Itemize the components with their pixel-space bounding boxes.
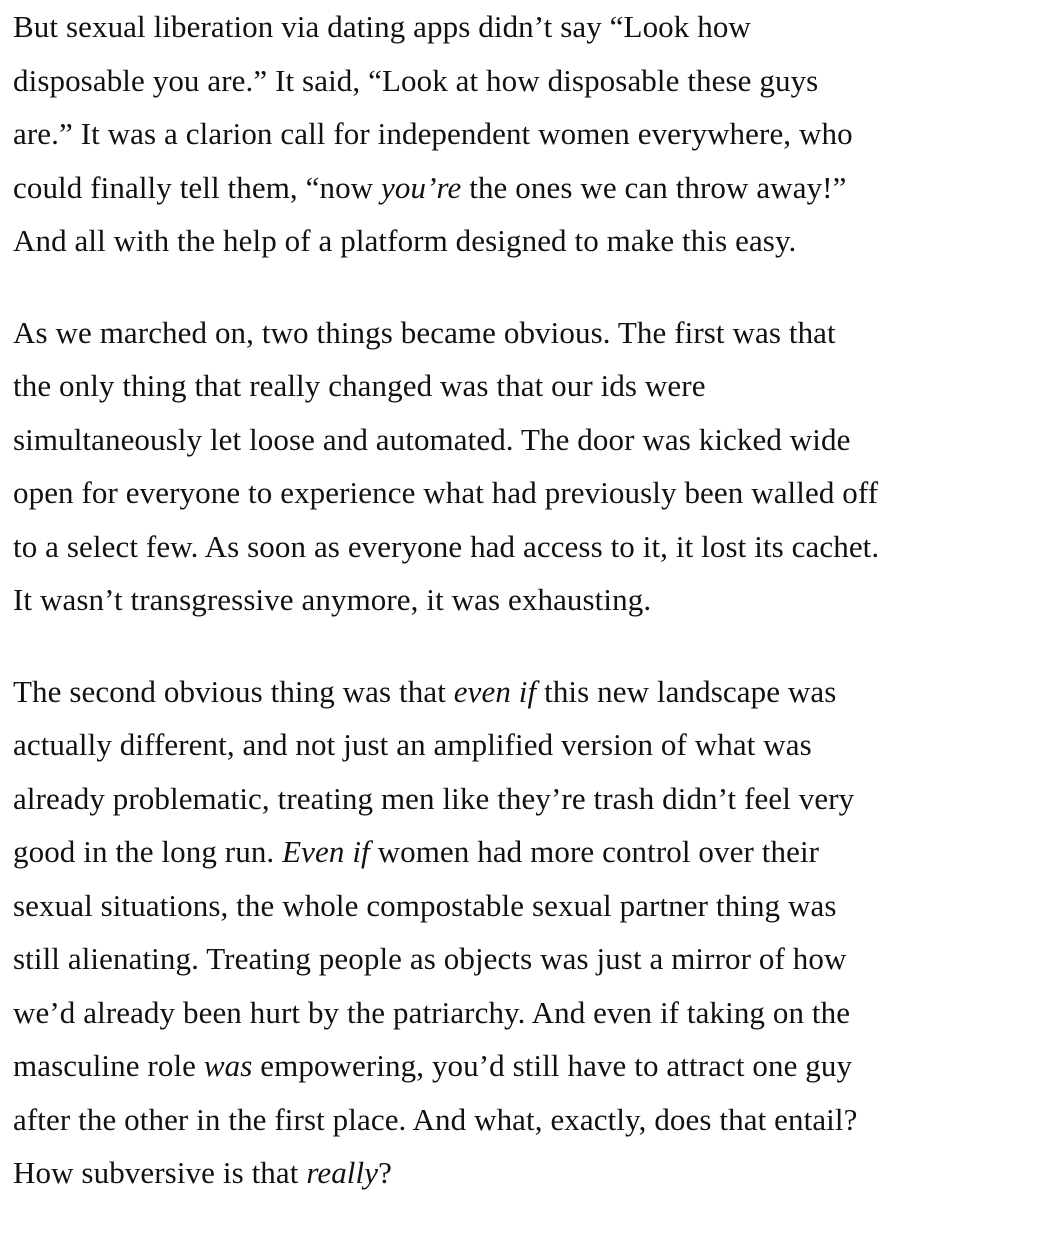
text-line: the only thing that really changed was that our ids were: [13, 368, 706, 403]
paragraph-3: [13, 665, 1053, 1200]
text-line: As we marched on, two things became obvious. The first was that: [13, 314, 836, 350]
emphasis: even if: [453, 673, 537, 709]
emphasis: you’re: [381, 169, 462, 205]
text-line: still alienating. Treating people as objects was just a mirror of how: [13, 941, 847, 976]
text-line: open for everyone to experience what had previously been walled off: [13, 475, 879, 510]
text-line: It wasn’t transgressive anymore, it was exhausting.: [13, 582, 652, 617]
paragraph-2: [13, 306, 1053, 627]
text-line: And all with the help of a platform designed to make this easy.: [13, 223, 797, 258]
text-line: to a select few. As soon as everyone had access to it, it lost its cachet.: [13, 528, 880, 564]
text-line: simultaneously let loose and automated. The door was kicked wide: [13, 421, 851, 457]
text-line: are.” It was a clarion call for independent women everywhere, who: [13, 116, 853, 151]
article-body: [13, 0, 1053, 1238]
text-line: But sexual liberation via dating apps didn’t say “Look how: [13, 9, 751, 44]
text-line: already problematic, treating men like they’re trash didn’t feel very: [13, 780, 855, 816]
text-line: disposable you are.” It said, “Look at how disposable these guys: [13, 62, 819, 98]
text-line: good in the long run. Even if women had more control over their: [13, 834, 820, 869]
text-line: How subversive is that really?: [13, 1155, 392, 1190]
emphasis: Even if: [282, 834, 370, 869]
text-line: we’d already been hurt by the patriarchy. And even if taking on the: [13, 994, 851, 1030]
text-line: The second obvious thing was that even if this new landscape was: [13, 673, 837, 709]
text-line: masculine role was empowering, you’d still have to attract one guy: [13, 1048, 853, 1083]
text-line: actually different, and not just an amplified version of what was: [13, 727, 812, 762]
emphasis: really: [306, 1155, 379, 1190]
text-line: sexual situations, the whole compostable sexual partner thing was: [13, 887, 837, 923]
paragraph-1: [13, 0, 1053, 268]
text-line: after the other in the first place. And what, exactly, does that entail?: [13, 1101, 858, 1137]
emphasis: was: [203, 1048, 253, 1083]
text-line: could finally tell them, “now you’re the ones we can throw away!”: [13, 169, 847, 205]
